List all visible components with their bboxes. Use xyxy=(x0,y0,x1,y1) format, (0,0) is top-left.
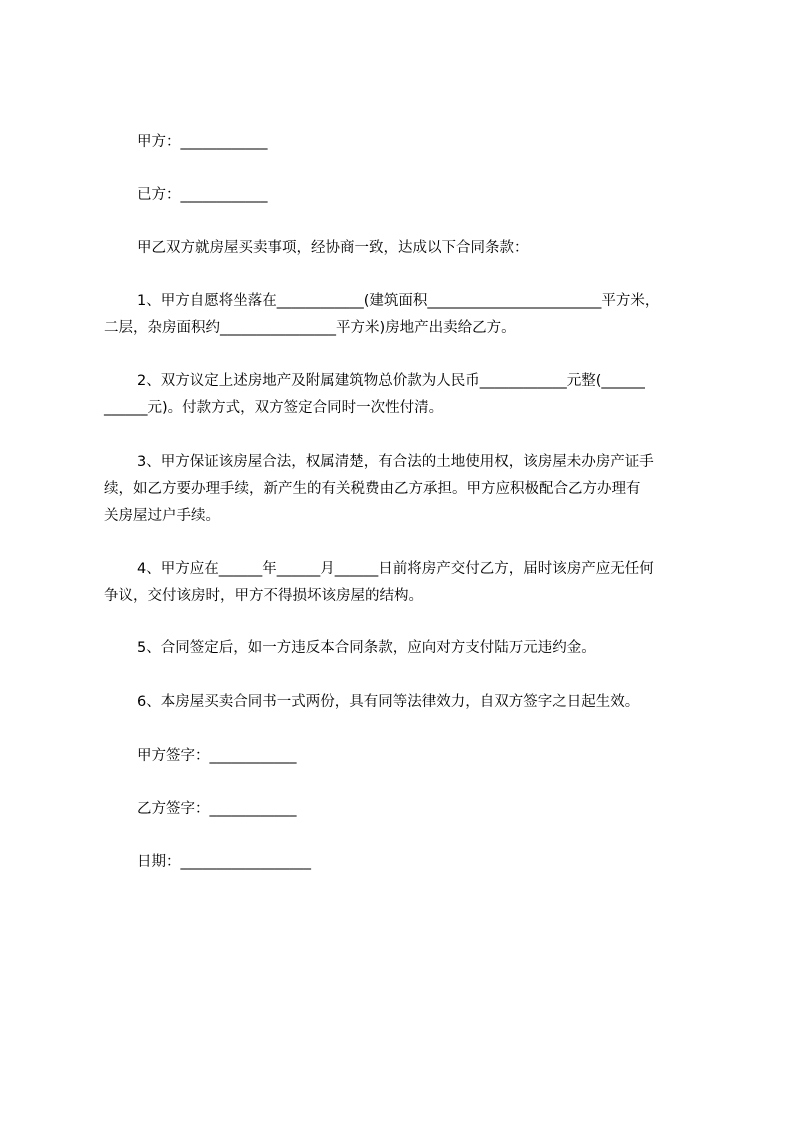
clause-4-line-1: 4、甲方应在______年______月______日前将房产交付乙方，届时该房产应无任何 xyxy=(137,561,654,577)
signature-a-line: 甲方签字：____________ xyxy=(137,748,297,764)
clause-6-line: 6、本房屋买卖合同书一式两份，具有同等法律效力，自双方签字之日起生效。 xyxy=(137,694,640,710)
signature-b-line: 乙方签字：____________ xyxy=(137,801,297,817)
clause-3-line-2: 续，如乙方要办理手续，新产生的有关税费由乙方承担。甲方应积极配合乙方办理有 xyxy=(104,481,641,497)
party-a-line: 甲方：____________ xyxy=(137,134,268,150)
clause-4-line-2: 争议，交付该房时，甲方不得损坏该房屋的结构。 xyxy=(104,588,423,604)
intro-line: 甲乙双方就房屋买卖事项，经协商一致，达成以下合同条款： xyxy=(137,240,529,256)
clause-3-line-1: 3、甲方保证该房屋合法，权属清楚，有合法的土地使用权，该房屋未办房产证手 xyxy=(137,454,654,470)
clause-1-line-2: 二层，杂房面积约________________平方米)房地产出卖给乙方。 xyxy=(104,320,516,336)
clause-2-line-1: 2、双方议定上述房地产及附属建筑物总价款为人民币____________元整(______ xyxy=(137,373,645,389)
party-b-line: 已方：____________ xyxy=(137,187,268,203)
clause-3-line-3: 关房屋过户手续。 xyxy=(104,508,220,524)
date-line: 日期：__________________ xyxy=(137,854,311,870)
clause-1-line-1: 1、甲方自愿将坐落在____________(建筑面积________________________平方米， xyxy=(137,293,660,309)
clause-2-line-2: ______元)。付款方式，双方签定合同时一次性付清。 xyxy=(104,400,444,416)
clause-5-line: 5、合同签定后，如一方违反本合同条款，应向对方支付陆万元违约金。 xyxy=(137,640,596,656)
